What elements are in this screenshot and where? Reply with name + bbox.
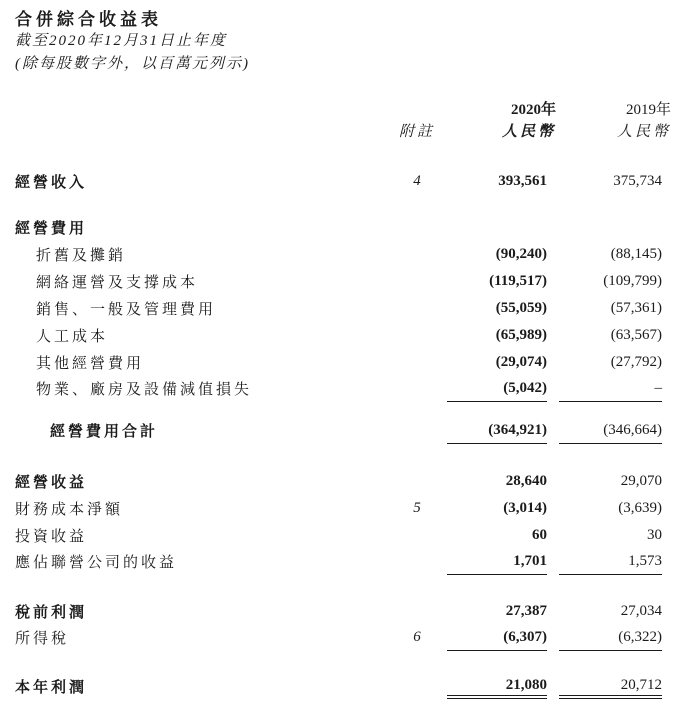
value-2020: 1,701 [447,549,547,574]
value-2019: (346,664) [559,418,662,443]
row-label: 投資收益 [15,529,88,545]
value-2019: 27,034 [620,603,662,619]
note-ref: 4 [413,173,421,189]
value-2020: (3,014) [503,500,547,516]
table-row-depreciation-amortisation [0,241,690,268]
document-header [0,0,690,76]
table-row-investment-income [0,522,690,549]
value-2019: (109,799) [603,273,662,289]
value-2020: (119,517) [489,273,547,289]
table-row-profit-before-tax [0,598,690,625]
value-2020: 27,387 [505,603,547,619]
row-label: 財務成本淨額 [15,502,124,518]
note-ref [387,241,447,268]
value-2019: (63,567) [610,327,662,343]
row-label: 人工成本 [36,329,109,345]
row-label: 經營費用 [15,221,88,237]
row-label: 銷售、一般及管理費用 [36,302,217,318]
note-ref: 6 [413,629,421,645]
value-2019: (57,361) [610,300,662,316]
value-2019: – [559,376,662,401]
note-ref [387,349,447,376]
note-ref [387,322,447,349]
note-ref [387,268,447,295]
column-header-currency [0,119,690,141]
value-2019: (88,145) [610,246,662,262]
value-2019: 29,070 [620,473,662,489]
table-row-net-finance-costs [0,495,690,522]
column-header-2019-year: 2019年 [625,102,671,118]
presentation-subtitle: (除每股數字外，以百萬元列示) [15,56,250,72]
value-2020: (6,307) [447,625,547,650]
table-row-personnel-costs [0,322,690,349]
table-row-operating-revenue [0,168,690,195]
row-label: 網絡運營及支撐成本 [36,275,199,291]
value-2019: 1,573 [559,549,662,574]
row-label: 經營費用合計 [50,424,159,440]
table-row-operating-expenses-heading [0,214,690,241]
table-row-profit-for-the-year [0,676,690,697]
note-ref: 5 [413,500,421,516]
row-label: 其他經營費用 [36,356,145,372]
value-2019: 375,734 [613,173,662,189]
value-2020: (5,042) [447,376,547,401]
table-row-network-operation-support [0,268,690,295]
value-2020: (29,074) [495,354,547,370]
row-label: 物業、廠房及設備減值損失 [36,382,253,398]
row-label: 經營收益 [15,475,88,491]
value-2020: 21,080 [447,676,547,697]
note-ref [387,468,447,495]
note-ref [387,376,447,401]
period-subtitle: 截至2020年12月31日止年度 [15,33,228,49]
table-row-income-tax [0,625,690,650]
row-label: 折舊及攤銷 [36,248,127,264]
income-statement-table [0,76,690,699]
column-header-2019-currency: 人民幣 [616,124,671,140]
table-row-total-operating-expenses [0,418,690,443]
value-2019: (3,639) [618,500,662,516]
note-ref [387,598,447,625]
column-header-2020-year: 2020年 [510,102,556,118]
column-header-note: 附註 [398,124,435,140]
value-2020: (90,240) [495,246,547,262]
row-label: 經營收入 [15,175,88,191]
column-header-2020-currency: 人民幣 [501,124,556,140]
page-title: 合併綜合收益表 [15,10,162,29]
row-label: 稅前利潤 [15,605,88,621]
value-2020: (55,059) [495,300,547,316]
value-2019: (6,322) [559,625,662,650]
value-2020: (364,921) [447,418,547,443]
value-2019: (27,792) [610,354,662,370]
table-row-other-operating-expenses [0,349,690,376]
row-label: 本年利潤 [15,680,88,696]
table-row-operating-profit [0,468,690,495]
note-ref [387,418,447,443]
value-2020: 393,561 [498,173,547,189]
table-row-impairment-ppe [0,376,690,401]
column-header-years [0,76,690,119]
value-2020: 60 [532,527,547,543]
note-ref [387,522,447,549]
row-label: 應佔聯營公司的收益 [15,555,178,571]
value-2020: 28,640 [505,473,547,489]
value-2019: 20,712 [559,676,662,697]
row-label: 所得稅 [15,631,70,647]
note-ref [387,295,447,322]
value-2020: (65,989) [495,327,547,343]
note-ref [387,676,447,697]
table-row-share-of-associates [0,549,690,574]
value-2019: 30 [647,527,662,543]
table-row-sga-expenses [0,295,690,322]
note-ref [387,549,447,574]
